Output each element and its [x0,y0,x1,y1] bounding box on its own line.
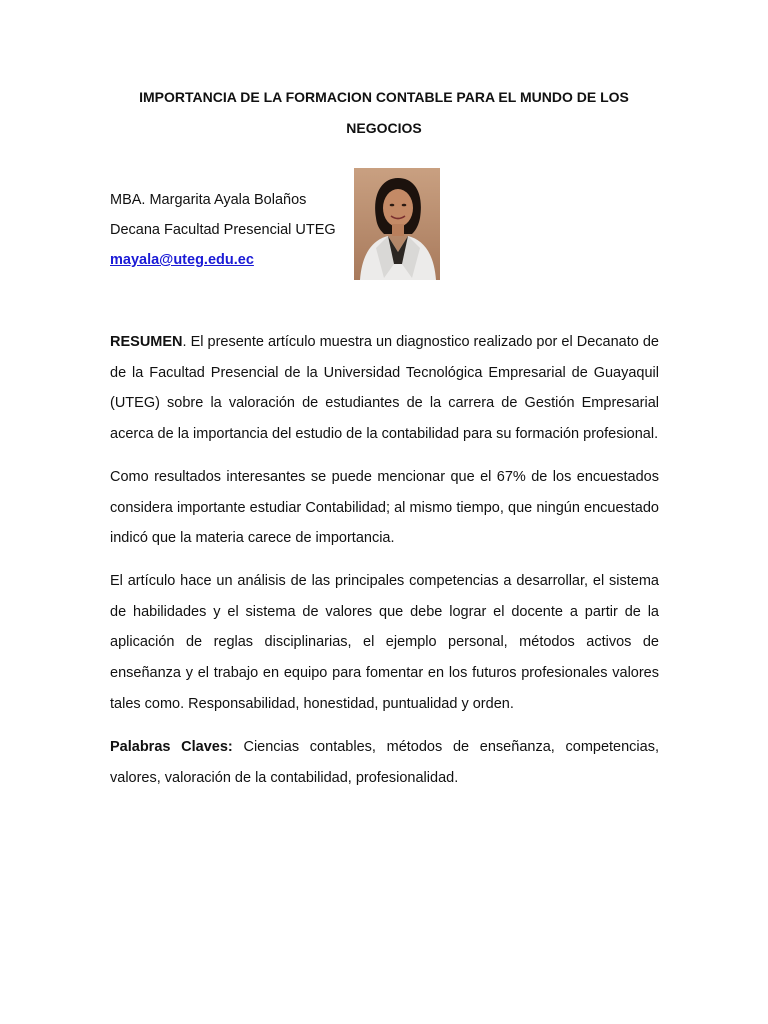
author-position: Decana Facultad Presencial UTEG [110,222,336,238]
keywords-text: Ciencias contables, métodos de enseñanza, competencias, valores, valoración de la contabilidad, profesionalidad. [110,739,659,786]
abstract-paragraph-1 [110,327,659,450]
title-line-2: NEGOCIOS [346,120,422,136]
author-email-link[interactable]: mayala@uteg.edu.ec [110,252,254,268]
abstract-label: RESUMEN [110,334,183,350]
keywords-label: Palabras Claves: [110,739,233,755]
author-name: MBA. Margarita Ayala Bolaños [110,192,307,208]
title-line-1: IMPORTANCIA DE LA FORMACION CONTABLE PARA EL MUNDO DE LOS [139,89,629,105]
abstract-text-1: . El presente artículo muestra un diagnostico realizado por el Decanato de de la Facultad Presencial de la Universidad Tecnológica Empresarial de Guayaquil (UTEG) sobre la valoración de estudiantes de la carrera de Gestión Empresarial acerca de la importancia del estudio de la contabilidad para su formación profesional. [110,334,659,443]
document-title [100,82,668,144]
abstract-paragraph-2: Como resultados interesantes se puede mencionar que el 67% de los encuestados considera importante estudiar Contabilidad; al mismo tiempo, que ningún encuestado indicó que la materia carece de importancia. [110,469,659,547]
author-info [110,185,336,275]
abstract-paragraph-3: El artículo hace un análisis de las principales competencias a desarrollar, el sistema de habilidades y el sistema de valores que debe lograr el docente a partir de la aplicación de reglas disciplinarias, el ejemplo personal, métodos activos de enseñanza y el trabajo en equipo para fomentar en los futuros profesionales valores tales como. Responsabilidad, honestidad, puntualidad y orden. [110,573,659,712]
author-photo [354,168,440,280]
keywords-paragraph [110,732,659,793]
